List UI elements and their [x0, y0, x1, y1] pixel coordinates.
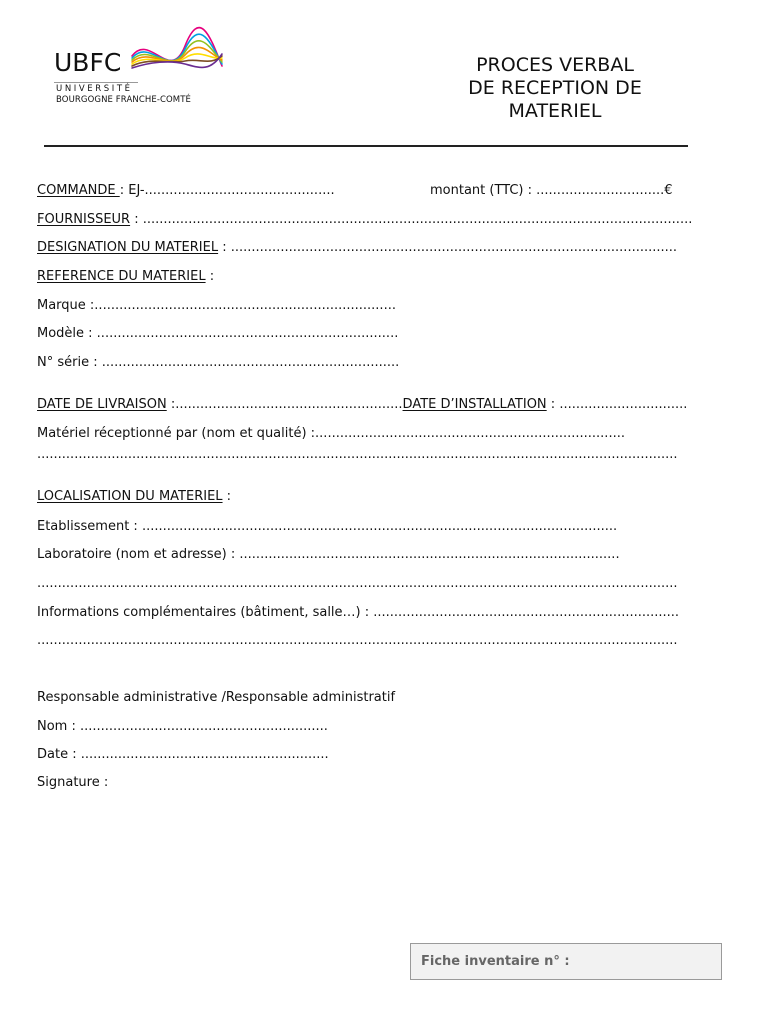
document-title [430, 54, 680, 123]
logo-universite: UNIVERSITÉ [56, 84, 133, 94]
date-livraison-field [37, 397, 687, 413]
infos-continuation: ........................................................................................................................................................... [37, 633, 678, 648]
nom-field: Nom : ............................................................ [37, 719, 328, 734]
ubfc-wave-logo-icon [130, 26, 225, 96]
modele-field: Modèle : ......................................................................... [37, 326, 399, 341]
title-line-2: DE RECEPTION DE [468, 77, 642, 99]
signature-field: Signature : [37, 775, 109, 790]
reference-field [37, 269, 214, 285]
ubfc-logo [52, 26, 227, 110]
title-line-3: MATERIEL [508, 100, 602, 122]
designation-field [37, 240, 677, 256]
receptionne-field: Matériel réceptionné par (nom et qualité) :........................................................................... [37, 426, 625, 441]
installation-label: DATE D’INSTALLATION [402, 397, 547, 412]
localisation-field [37, 489, 231, 505]
laboratoire-continuation: ........................................................................................................................................................... [37, 576, 678, 591]
commande-field [37, 183, 335, 199]
serie-field: N° série : ........................................................................ [37, 355, 400, 370]
fiche-inventaire-label: Fiche inventaire n° : [421, 954, 570, 969]
installation-value: : ............................... [546, 397, 688, 412]
designation-value: : ............................................................................................................ [218, 240, 678, 255]
montant-field: montant (TTC) : ...............................€ [430, 183, 673, 198]
logo-region: BOURGOGNE FRANCHE-COMTÉ [56, 95, 192, 105]
receptionne-continuation: ........................................................................................................................................................... [37, 447, 678, 462]
marque-field: Marque :......................................................................... [37, 298, 396, 313]
laboratoire-field: Laboratoire (nom et adresse) : ............................................................................................ [37, 547, 620, 562]
infos-field: Informations complémentaires (bâtiment, salle…) : .......................................................................... [37, 605, 680, 620]
reference-colon: : [205, 269, 215, 284]
logo-abbreviation: UBFC [54, 48, 122, 77]
commande-value: : EJ-.............................................. [119, 183, 335, 198]
reference-label: REFERENCE DU MATERIEL [37, 269, 206, 284]
fournisseur-value: : ..................................................................................................................................... [130, 212, 693, 227]
fournisseur-field [37, 212, 692, 228]
livraison-label: DATE DE LIVRAISON [37, 397, 167, 412]
logo-divider [54, 82, 138, 83]
etablissement-field: Etablissement : ................................................................................................................... [37, 519, 618, 534]
designation-label: DESIGNATION DU MATERIEL [37, 240, 219, 255]
livraison-value: :....................................................... [166, 397, 403, 412]
date-field: Date : ............................................................ [37, 747, 329, 762]
responsable-label: Responsable administrative /Responsable administratif [37, 690, 396, 705]
localisation-label: LOCALISATION DU MATERIEL [37, 489, 223, 504]
fiche-inventaire-box [410, 943, 722, 980]
fournisseur-label: FOURNISSEUR [37, 212, 131, 227]
localisation-colon: : [222, 489, 232, 504]
commande-label: COMMANDE [37, 183, 120, 198]
title-line-1: PROCES VERBAL [476, 54, 634, 76]
header-divider [44, 145, 688, 147]
